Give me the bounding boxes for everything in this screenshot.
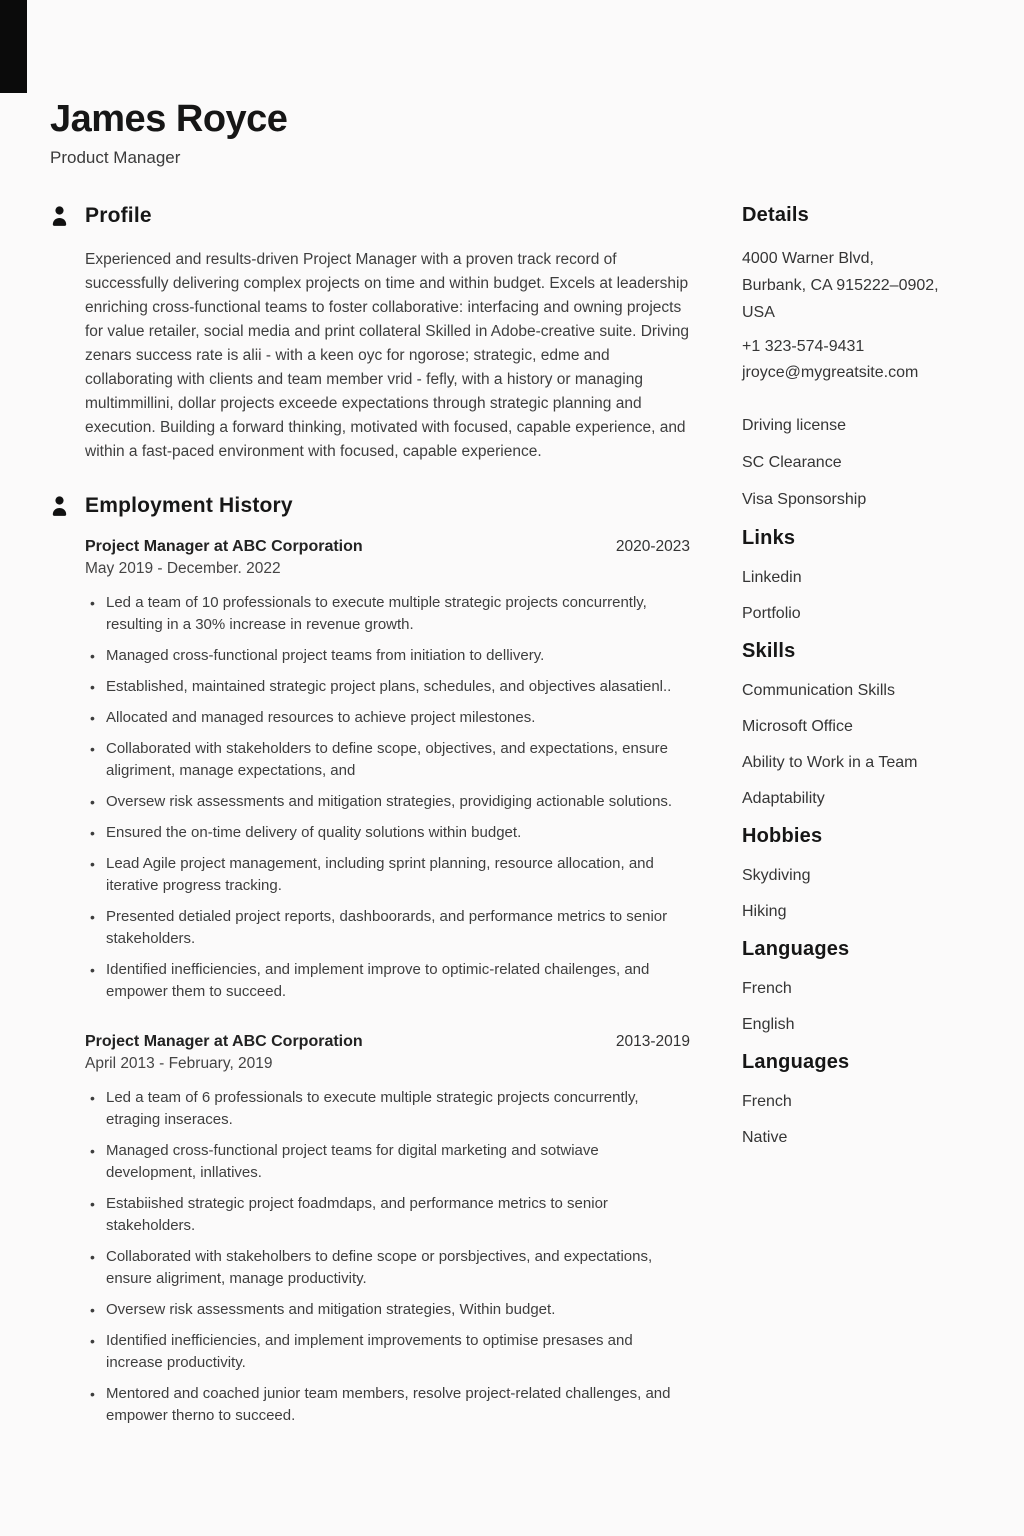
employment-section: [50, 494, 690, 1427]
links-heading: Links: [742, 527, 796, 549]
details-extras: [742, 416, 992, 510]
address-line: 4000 Warner Blvd,: [742, 250, 874, 267]
hobbies-heading: Hobbies: [742, 825, 823, 847]
job-header: [85, 538, 690, 556]
address-line: USA: [742, 304, 775, 321]
job-header: [85, 1033, 690, 1051]
person-bust-icon: [50, 205, 69, 227]
job-entry-1: [85, 538, 690, 1003]
hobbies-section: [742, 825, 992, 922]
details-heading: Details: [742, 204, 809, 226]
detail-visa-sponsorship: Visa Sponsorship: [742, 491, 867, 508]
job-bullet: • Lead Agile project management, including sprint planning, resource allocation, and iterative progress tracking.: [85, 853, 690, 897]
language-item: French: [742, 1093, 792, 1110]
languages-heading: Languages: [742, 938, 850, 960]
profile-text: Experienced and results-driven Project Manager with a proven track record of successfully delivering complex projects on time and within budget. Excels at leadership enriching cross-functional teams to foster collaborative: interfacing and owning projects for value retailer, social media and print collateral Skilled in Adobe-creative suite. Driving zenars success rate is alii - with a keen oyc for ngorose; strategic, edme and collaborating with clients and team member vrid - fefly, with a history or managing multimmillini, dollar projects exceede expectations through strategic planning and execution. Building a forward thinking, motivated with focused, capable experience, and within a fast-paced environment with focused, capable experience.: [85, 251, 689, 460]
language-item: English: [742, 1016, 795, 1033]
job-bullet: • Ensured the on-time delivery of quality solutions within budget.: [85, 822, 690, 844]
main-column: [50, 204, 690, 1436]
job-bullet: • Managed cross-functional project teams from initiation to dellivery.: [85, 645, 690, 667]
address-line: Burbank, CA 915222–0902,: [742, 277, 939, 294]
person-job-title: Product Manager: [50, 148, 181, 167]
links-section: [742, 527, 992, 624]
profile-section: [50, 204, 690, 464]
skill-item: Microsoft Office: [742, 718, 853, 735]
skill-item: Adaptability: [742, 790, 825, 807]
hobby-item: Skydiving: [742, 867, 811, 884]
job-bullet: • Led a team of 10 professionals to execute multiple strategic projects concurrently, resulting in a 30% increase in revenue growth.: [85, 592, 690, 636]
job-bullet: • Collaborated with stakeholders to define scope, objectives, and expectations, ensure aligriment, manage expectations, and: [85, 738, 690, 782]
skill-item: Ability to Work in a Team: [742, 754, 918, 771]
job-period: May 2019 - December. 2022: [85, 560, 281, 577]
corner-mark: [0, 0, 27, 93]
email-link[interactable]: jroyce@mygreatsite.com: [742, 364, 919, 381]
job-bullet: • Identified inefficiencies, and implement improve to optimic-related chailenges, and empower them to succeed.: [85, 959, 690, 1003]
job-period: April 2013 - February, 2019: [85, 1055, 273, 1072]
link-linkedin[interactable]: Linkedin: [742, 569, 802, 586]
hobby-item: Hiking: [742, 903, 787, 920]
job-bullet: • Presented detialed project reports, dashboorards, and performance metrics to senior stakeholders.: [85, 906, 690, 950]
job-entry-2: [85, 1033, 690, 1427]
employment-heading: Employment History: [85, 494, 293, 517]
language-item: Native: [742, 1129, 788, 1146]
job-title: Project Manager at ABC Corporation: [85, 538, 363, 555]
job-bullet: • Led a team of 6 professionals to execute multiple strategic projects concurrently, etraging inseraces.: [85, 1087, 690, 1131]
address-block: [742, 245, 992, 326]
person-bust-icon: [50, 495, 69, 517]
languages-section-1: [742, 938, 992, 1035]
languages-heading: Languages: [742, 1051, 850, 1073]
profile-heading: Profile: [85, 204, 152, 227]
link-portfolio[interactable]: Portfolio: [742, 605, 801, 622]
job-bullet-list: [85, 1087, 690, 1427]
detail-driving-license: Driving license: [742, 417, 847, 434]
job-bullet: • Collaborated with stakeholbers to define scope or porsbjectives, and expectations, ensure aligriment, manage productivity.: [85, 1246, 690, 1290]
resume-header: [0, 0, 1024, 168]
languages-section-2: [742, 1051, 992, 1148]
skills-heading: Skills: [742, 640, 796, 662]
person-name: James Royce: [50, 98, 288, 140]
job-bullet: • Mentored and coached junior team members, resolve project-related challenges, and empower therno to succeed.: [85, 1383, 690, 1427]
job-date-range: 2013-2019: [615, 1033, 690, 1050]
phone-number: +1 323-574-9431: [742, 338, 865, 355]
employment-section-heading-row: [50, 494, 690, 518]
skills-section: [742, 640, 992, 809]
job-bullet: • Oversew risk assessments and mitigation strategies, providiging actionable solutions.: [85, 791, 690, 813]
profile-section-heading-row: [50, 204, 690, 228]
job-date-range: 2020-2023: [615, 538, 690, 555]
job-bullet-list: [85, 592, 690, 1003]
job-bullet: • Identified inefficiencies, and implement improvements to optimise presases and increase productivity.: [85, 1330, 690, 1374]
job-bullet: • Oversew risk assessments and mitigation strategies, Within budget.: [85, 1299, 690, 1321]
job-bullet: • Estabiished strategic project foadmdaps, and performance metrics to senior stakeholders.: [85, 1193, 690, 1237]
detail-sc-clearance: SC Clearance: [742, 454, 842, 471]
language-item: French: [742, 980, 792, 997]
contact-block: [742, 334, 992, 386]
job-bullet: • Managed cross-functional project teams for digital marketing and sotwiave development, inllatives.: [85, 1140, 690, 1184]
sidebar: [742, 204, 992, 1436]
content-columns: [0, 204, 1024, 1436]
skill-item: Communication Skills: [742, 682, 895, 699]
job-bullet: • Established, maintained strategic project plans, schedules, and objectives alasatienl..: [85, 676, 690, 698]
job-title: Project Manager at ABC Corporation: [85, 1033, 363, 1050]
details-section: [742, 204, 992, 510]
job-bullet: • Allocated and managed resources to achieve project milestones.: [85, 707, 690, 729]
